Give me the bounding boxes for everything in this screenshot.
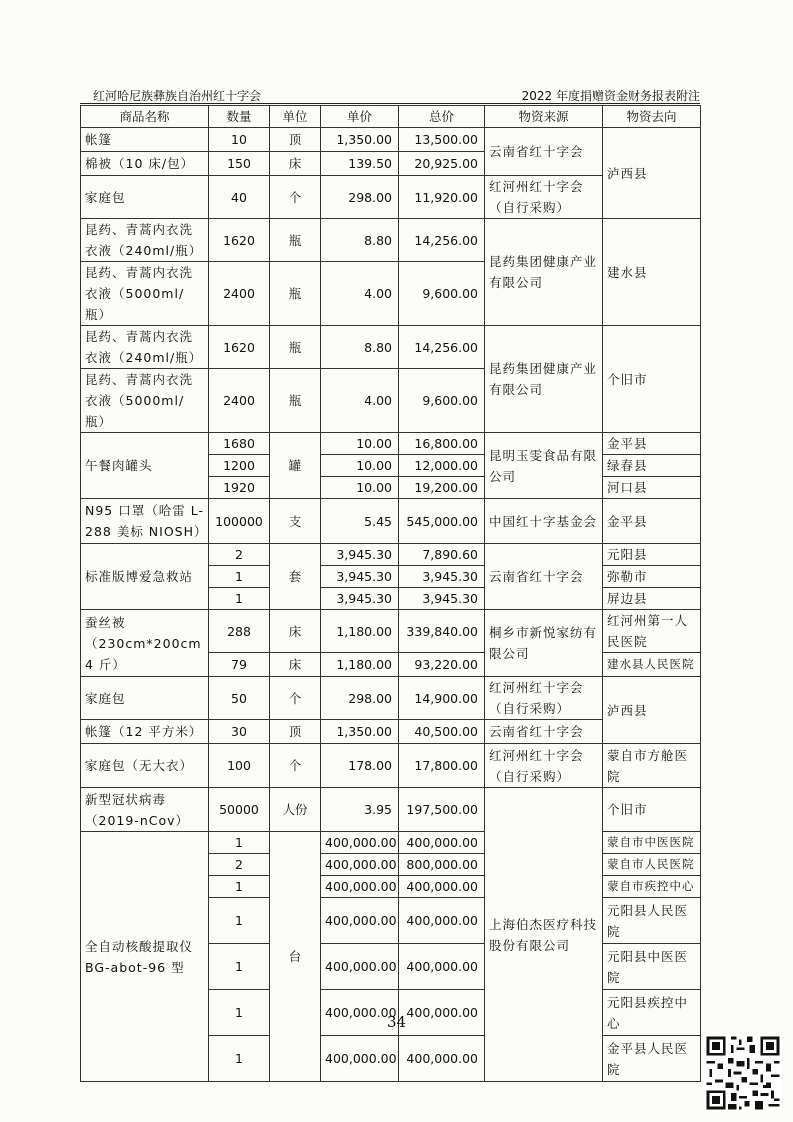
price-cell: 400,000.00	[321, 1036, 399, 1082]
qty-cell: 1620	[209, 326, 270, 369]
price-cell: 10.00	[321, 433, 399, 455]
total-cell: 13,500.00	[399, 128, 485, 152]
table-row	[81, 219, 701, 262]
qty-cell: 2400	[209, 369, 270, 433]
price-cell: 10.00	[321, 477, 399, 499]
item-name: 帐篷（12 平方米）	[81, 720, 209, 744]
col-header-total: 总价	[399, 106, 485, 128]
unit-cell: 瓶	[270, 369, 321, 433]
total-cell: 40,500.00	[399, 720, 485, 744]
dest-cell: 泸西县	[603, 677, 701, 744]
price-cell: 1,180.00	[321, 610, 399, 653]
total-cell: 19,200.00	[399, 477, 485, 499]
source-cell: 云南省红十字会	[485, 128, 603, 176]
table-row	[81, 610, 701, 653]
source-cell: 红河州红十字会（自行采购）	[485, 744, 603, 788]
org-header: 红河哈尼族彝族自治州红十字会	[93, 89, 262, 103]
table-row	[81, 788, 701, 832]
unit-cell: 个	[270, 677, 321, 720]
price-cell: 400,000.00	[321, 854, 399, 876]
dest-cell: 泸西县	[603, 128, 701, 219]
table-row	[81, 544, 701, 566]
dest-cell: 蒙自市方舱医院	[603, 744, 701, 788]
dest-cell: 河口县	[603, 477, 701, 499]
item-name: 昆药、青蒿内衣洗衣液（240ml/瓶）	[81, 219, 209, 262]
dest-cell: 蒙自市疾控中心	[603, 876, 701, 898]
dest-cell: 蒙自市人民医院	[603, 854, 701, 876]
item-name: 新型冠状病毒（2019-nCov）	[81, 788, 209, 832]
unit-cell: 罐	[270, 433, 321, 499]
dest-cell: 蒙自市中医医院	[603, 832, 701, 854]
total-cell: 800,000.00	[399, 854, 485, 876]
price-cell: 400,000.00	[321, 832, 399, 854]
qty-cell: 1680	[209, 433, 270, 455]
item-name: 标准版博爱急救站	[81, 544, 209, 610]
dest-cell: 建水县人民医院	[603, 653, 701, 677]
item-name: 昆药、青蒿内衣洗衣液（5000ml/瓶）	[81, 369, 209, 433]
total-cell: 93,220.00	[399, 653, 485, 677]
item-name: 蚕丝被（230cm*200cm 4 斤）	[81, 610, 209, 677]
item-name: 午餐肉罐头	[81, 433, 209, 499]
total-cell: 400,000.00	[399, 944, 485, 990]
dest-cell: 元阳县	[603, 544, 701, 566]
item-name: 昆药、青蒿内衣洗衣液（240ml/瓶）	[81, 326, 209, 369]
total-cell: 400,000.00	[399, 832, 485, 854]
table-header-row	[81, 106, 701, 128]
item-name: 家庭包	[81, 176, 209, 219]
dest-cell: 元阳县中医医院	[603, 944, 701, 990]
qty-cell: 100	[209, 744, 270, 788]
total-cell: 16,800.00	[399, 433, 485, 455]
source-cell: 桐乡市新悦家纺有限公司	[485, 610, 603, 677]
col-header-name: 商品名称	[81, 106, 209, 128]
total-cell: 17,800.00	[399, 744, 485, 788]
price-cell: 3,945.30	[321, 544, 399, 566]
qty-cell: 1	[209, 876, 270, 898]
dest-cell: 红河州第一人民医院	[603, 610, 701, 653]
price-cell: 400,000.00	[321, 898, 399, 944]
table-row	[81, 677, 701, 720]
item-name: N95 口罩（哈雷 L-288 美标 NIOSH）	[81, 499, 209, 544]
unit-cell: 顶	[270, 128, 321, 152]
total-cell: 14,900.00	[399, 677, 485, 720]
total-cell: 339,840.00	[399, 610, 485, 653]
qty-cell: 288	[209, 610, 270, 653]
col-header-dest: 物资去向	[603, 106, 701, 128]
dest-cell: 元阳县人民医院	[603, 898, 701, 944]
unit-cell: 瓶	[270, 219, 321, 262]
source-cell: 昆药集团健康产业有限公司	[485, 326, 603, 433]
table-row	[81, 128, 701, 152]
col-header-source: 物资来源	[485, 106, 603, 128]
qty-cell: 150	[209, 152, 270, 176]
col-header-qty: 数量	[209, 106, 270, 128]
source-cell: 昆明玉雯食品有限公司	[485, 433, 603, 499]
price-cell: 4.00	[321, 262, 399, 326]
price-cell: 3,945.30	[321, 588, 399, 610]
dest-cell: 金平县	[603, 433, 701, 455]
source-cell: 红河州红十字会（自行采购）	[485, 176, 603, 219]
dest-cell: 建水县	[603, 219, 701, 326]
header-rule	[80, 103, 700, 104]
qty-cell: 1	[209, 898, 270, 944]
total-cell: 400,000.00	[399, 898, 485, 944]
qty-cell: 2400	[209, 262, 270, 326]
price-cell: 298.00	[321, 176, 399, 219]
unit-cell: 人份	[270, 788, 321, 832]
dest-cell: 屏边县	[603, 588, 701, 610]
total-cell: 400,000.00	[399, 1036, 485, 1082]
qty-cell: 100000	[209, 499, 270, 544]
unit-cell: 个	[270, 744, 321, 788]
total-cell: 197,500.00	[399, 788, 485, 832]
total-cell: 545,000.00	[399, 499, 485, 544]
price-cell: 1,180.00	[321, 653, 399, 677]
price-cell: 178.00	[321, 744, 399, 788]
total-cell: 11,920.00	[399, 176, 485, 219]
dest-cell: 金平县	[603, 499, 701, 544]
qty-cell: 1920	[209, 477, 270, 499]
source-cell: 昆药集团健康产业有限公司	[485, 219, 603, 326]
qty-cell: 1200	[209, 455, 270, 477]
qty-cell: 30	[209, 720, 270, 744]
source-cell: 中国红十字基金会	[485, 499, 603, 544]
price-cell: 139.50	[321, 152, 399, 176]
qty-cell: 2	[209, 544, 270, 566]
item-name: 帐篷	[81, 128, 209, 152]
qty-cell: 1	[209, 588, 270, 610]
total-cell: 400,000.00	[399, 990, 485, 1036]
qty-cell: 10	[209, 128, 270, 152]
unit-cell: 床	[270, 653, 321, 677]
dest-cell: 绿春县	[603, 455, 701, 477]
total-cell: 3,945.30	[399, 566, 485, 588]
item-name: 家庭包（无大衣）	[81, 744, 209, 788]
col-header-unit: 单位	[270, 106, 321, 128]
unit-cell: 个	[270, 176, 321, 219]
price-cell: 1,350.00	[321, 128, 399, 152]
total-cell: 7,890.60	[399, 544, 485, 566]
table-row	[81, 832, 701, 854]
price-cell: 5.45	[321, 499, 399, 544]
donation-table	[80, 105, 701, 1082]
price-cell: 3,945.30	[321, 566, 399, 588]
total-cell: 12,000.00	[399, 455, 485, 477]
unit-cell: 台	[270, 832, 321, 1082]
dest-cell: 元阳县疾控中心	[603, 990, 701, 1036]
total-cell: 14,256.00	[399, 326, 485, 369]
qty-cell: 50000	[209, 788, 270, 832]
source-cell: 云南省红十字会	[485, 720, 603, 744]
col-header-price: 单价	[321, 106, 399, 128]
dest-cell: 金平县人民医院	[603, 1036, 701, 1082]
table-row	[81, 744, 701, 788]
qr-code-icon	[704, 1034, 782, 1112]
price-cell: 3.95	[321, 788, 399, 832]
qty-cell: 1620	[209, 219, 270, 262]
price-cell: 400,000.00	[321, 876, 399, 898]
total-cell: 9,600.00	[399, 369, 485, 433]
dest-cell: 个旧市	[603, 326, 701, 433]
price-cell: 298.00	[321, 677, 399, 720]
price-cell: 1,350.00	[321, 720, 399, 744]
qty-cell: 2	[209, 854, 270, 876]
total-cell: 20,925.00	[399, 152, 485, 176]
item-name: 棉被（10 床/包）	[81, 152, 209, 176]
dest-cell: 个旧市	[603, 788, 701, 832]
unit-cell: 瓶	[270, 262, 321, 326]
qty-cell: 50	[209, 677, 270, 720]
qty-cell: 40	[209, 176, 270, 219]
total-cell: 9,600.00	[399, 262, 485, 326]
unit-cell: 套	[270, 544, 321, 610]
price-cell: 4.00	[321, 369, 399, 433]
qty-cell: 1	[209, 1036, 270, 1082]
dest-cell: 弥勒市	[603, 566, 701, 588]
qty-cell: 1	[209, 990, 270, 1036]
page-number: 34	[386, 1013, 407, 1031]
price-cell: 8.80	[321, 219, 399, 262]
table-row	[81, 326, 701, 369]
report-header: 2022 年度捐赠资金财务报表附注	[521, 89, 700, 103]
source-cell: 上海伯杰医疗科技股份有限公司	[485, 788, 603, 1082]
qty-cell: 1	[209, 566, 270, 588]
price-cell: 8.80	[321, 326, 399, 369]
item-name: 家庭包	[81, 677, 209, 720]
price-cell: 10.00	[321, 455, 399, 477]
qty-cell: 1	[209, 944, 270, 990]
total-cell: 400,000.00	[399, 876, 485, 898]
item-name: 昆药、青蒿内衣洗衣液（5000ml/瓶）	[81, 262, 209, 326]
unit-cell: 支	[270, 499, 321, 544]
item-name: 全自动核酸提取仪 BG-abot-96 型	[81, 832, 209, 1082]
price-cell: 400,000.00	[321, 990, 399, 1036]
source-cell: 红河州红十字会（自行采购）	[485, 677, 603, 720]
total-cell: 14,256.00	[399, 219, 485, 262]
unit-cell: 床	[270, 610, 321, 653]
unit-cell: 顶	[270, 720, 321, 744]
qty-cell: 1	[209, 832, 270, 854]
qty-cell: 79	[209, 653, 270, 677]
price-cell: 400,000.00	[321, 944, 399, 990]
unit-cell: 瓶	[270, 326, 321, 369]
unit-cell: 床	[270, 152, 321, 176]
table-row	[81, 499, 701, 544]
table-row	[81, 433, 701, 455]
total-cell: 3,945.30	[399, 588, 485, 610]
source-cell: 云南省红十字会	[485, 544, 603, 610]
